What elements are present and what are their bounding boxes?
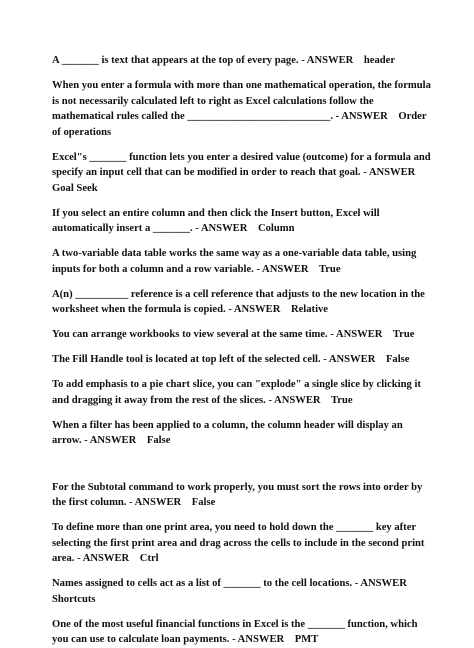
qa-item-fill-handle: The Fill Handle tool is located at top left of the selected cell. - ANSWER False bbox=[52, 354, 410, 365]
qa-item-relative: A(n) __________ reference is a cell reference that adjusts to the new location in the worksheet when the formula is copied. - ANSWER Relative bbox=[52, 288, 428, 315]
qa-item-explode-slice: To add emphasis to a pie chart slice, you can "explode" a single slice by clicking it and dragging it away from the rest of the slices. - ANSWER True bbox=[52, 379, 424, 406]
qa-item-column: If you select an entire column and then click the Insert button, Excel will automatically insert a _______. - ANSWER Column bbox=[52, 207, 383, 234]
qa-item-shortcuts: Names assigned to cells act as a list of _______ to the cell locations. - ANSWER Shortcuts bbox=[52, 578, 418, 605]
qa-item-arrange-workbooks: You can arrange workbooks to view several at the same time. - ANSWER True bbox=[52, 329, 415, 340]
qa-item-order-of-operations: When you enter a formula with more than one mathematical operation, the formula is not necessarily calculated left to right as Excel calculations follow the mathematical rules called the ___________________________. - ANSWER Order of operations bbox=[52, 80, 434, 138]
qa-item-header: A _______ is text that appears at the top of every page. - ANSWER header bbox=[52, 55, 396, 66]
qa-item-filter-arrow: When a filter has been applied to a column, the column header will display an arrow. - ANSWER False bbox=[52, 419, 406, 446]
qa-item-subtotal: For the Subtotal command to work properly, you must sort the rows into order by the first column. - ANSWER False bbox=[52, 481, 425, 508]
qa-item-pmt: One of the most useful financial functions in Excel is the _______ function, which you can use to calculate loan payments. - ANSWER PMT bbox=[52, 618, 421, 645]
qa-item-two-variable-table: A two-variable data table works the same way as a one-variable data table, using inputs for both a column and a row variable. - ANSWER True bbox=[52, 248, 419, 275]
qa-item-print-area: To define more than one print area, you need to hold down the _______ key after selecting the first print area and drag across the cells to include in the second print area. - ANSWER Ctrl bbox=[52, 522, 428, 564]
qa-item-goal-seek: Excel"s _______ function lets you enter a desired value (outcome) for a formula and specify an input cell that can be modified in order to reach that goal. - ANSWER Goal Seek bbox=[52, 151, 434, 194]
